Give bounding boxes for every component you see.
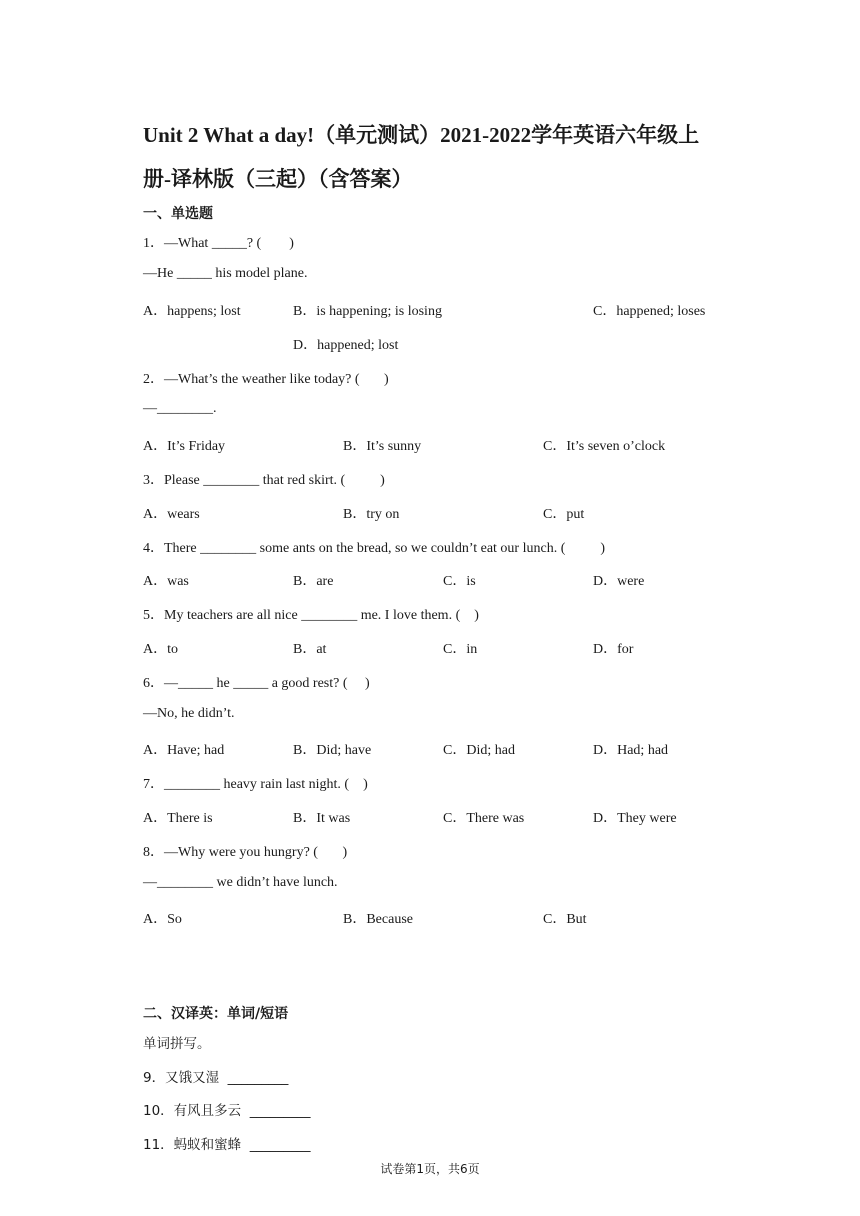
question-8-option-c[interactable]: C．But — [543, 912, 587, 927]
document-title-line-1: Unit 2 What a day!（单元测试）2021-2022学年英语六年级上 — [143, 123, 700, 147]
question-4-option-b[interactable]: B．are — [293, 574, 334, 589]
question-5-option-a[interactable]: A．to — [143, 642, 178, 657]
question-1-option-a[interactable]: A．happens; lost — [143, 304, 241, 319]
section-2-instruction: 单词拼写。 — [143, 1036, 211, 1052]
question-2-option-a[interactable]: A．It’s Friday — [143, 439, 226, 454]
question-10-item[interactable]: 10．有风且多云 _________ — [143, 1103, 311, 1119]
question-7-stem: 7．________ heavy rain last night. ( ) — [143, 777, 368, 792]
question-8-response: —________ we didn’t have lunch. — [143, 875, 338, 890]
question-6-stem: 6．—_____ he _____ a good rest? ( ) — [143, 676, 370, 691]
question-5-option-d[interactable]: D．for — [593, 642, 634, 657]
question-5-option-b[interactable]: B．at — [293, 642, 327, 657]
question-4-option-c[interactable]: C．is — [443, 574, 476, 589]
question-1-response: —He _____ his model plane. — [143, 266, 308, 281]
question-2-option-c[interactable]: C．It’s seven o’clock — [543, 439, 666, 454]
document-title-line-2: 册-译林版（三起）（含答案） — [143, 167, 413, 191]
question-1-option-c[interactable]: C．happened; loses — [593, 304, 706, 319]
question-3-option-a[interactable]: A．wears — [143, 507, 200, 522]
question-6-option-c[interactable]: C．Did; had — [443, 743, 515, 758]
question-8-option-a[interactable]: A．So — [143, 912, 182, 927]
section-heading-translation: 二、汉译英：单词/短语 — [143, 1006, 289, 1022]
question-4-option-d[interactable]: D．were — [593, 574, 645, 589]
question-7-option-a[interactable]: A．There is — [143, 811, 213, 826]
question-3-stem: 3．Please ________ that red skirt. ( ) — [143, 473, 385, 488]
question-7-option-d[interactable]: D．They were — [593, 811, 677, 826]
question-2-response: —________. — [143, 401, 217, 416]
question-7-option-c[interactable]: C．There was — [443, 811, 525, 826]
question-9-item[interactable]: 9．又饿又湿 _________ — [143, 1070, 289, 1086]
page-footer: 试卷第1页，共6页 — [380, 1162, 480, 1176]
question-5-option-c[interactable]: C．in — [443, 642, 478, 657]
question-4-stem: 4．There ________ some ants on the bread, so we couldn’t eat our lunch. ( ) — [143, 541, 606, 556]
question-6-option-b[interactable]: B．Did; have — [293, 743, 372, 758]
question-6-option-d[interactable]: D．Had; had — [593, 743, 669, 758]
section-heading-single-choice: 一、单选题 — [143, 206, 213, 222]
question-4-option-a[interactable]: A．was — [143, 574, 189, 589]
question-2-stem: 2．—What’s the weather like today? ( ) — [143, 372, 389, 387]
question-3-option-c[interactable]: C．put — [543, 507, 585, 522]
question-1-option-d[interactable]: D．happened; lost — [293, 338, 399, 353]
question-11-item[interactable]: 11．蚂蚁和蜜蜂 _________ — [143, 1137, 311, 1153]
question-2-option-b[interactable]: B．It’s sunny — [343, 439, 422, 454]
question-1-option-b[interactable]: B．is happening; is losing — [293, 304, 442, 319]
question-6-option-a[interactable]: A．Have; had — [143, 743, 225, 758]
question-7-option-b[interactable]: B．It was — [293, 811, 351, 826]
question-8-stem: 8．—Why were you hungry? ( ) — [143, 845, 348, 860]
question-8-option-b[interactable]: B．Because — [343, 912, 413, 927]
question-1-stem: 1．—What _____? ( ) — [143, 236, 294, 251]
question-6-response: —No, he didn’t. — [143, 706, 235, 721]
question-3-option-b[interactable]: B．try on — [343, 507, 400, 522]
question-5-stem: 5．My teachers are all nice ________ me. I love them. ( ) — [143, 608, 479, 623]
